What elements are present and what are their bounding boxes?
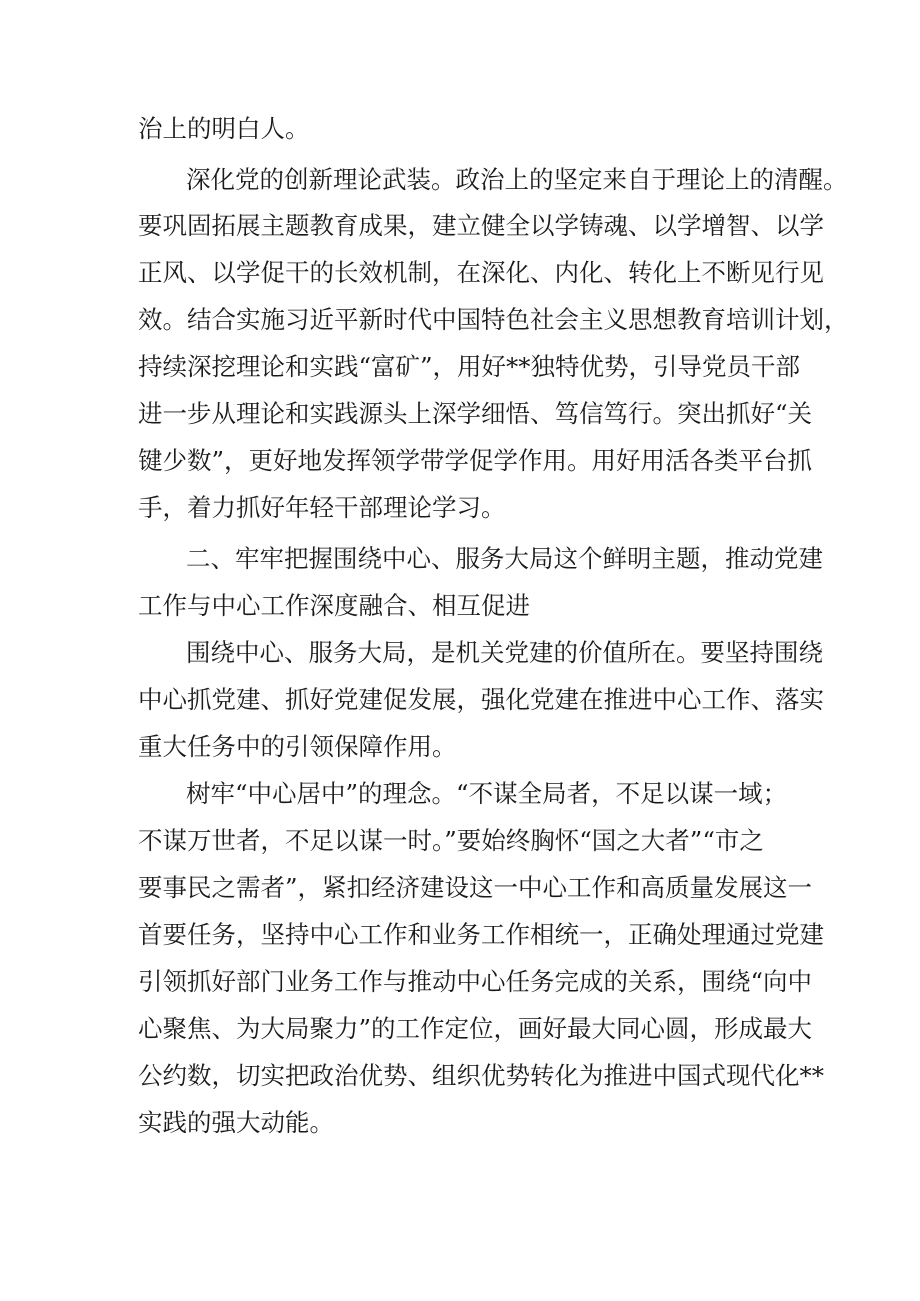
text-line: 治上的明白人。 [138,114,310,143]
text-line: 实践的强大动能。 [138,1108,334,1137]
text-line: 效。结合实施习近平新时代中国特色社会主义思想教育培训计划， [138,305,849,334]
text-line: 要巩固拓展主题教育成果，建立健全以学铸魂、以学增智、以学 [138,211,824,240]
text-line: 心聚焦、为大局聚力”的工作定位，画好最大同心圆，形成最大 [138,1014,813,1043]
text-line: 持续深挖理论和实践“富矿”，用好**独特优势，引导党员干部 [138,352,801,381]
paragraph-first-line: 树牢“中心居中”的理念。“不谋全局者，不足以谋一域； [186,779,788,808]
paragraph-first-line: 围绕中心、服务大局，是机关党建的价值所在。要坚持围绕 [186,638,823,667]
text-line: 公约数，切实把政治优势、组织优势转化为推进中国式现代化** [138,1061,824,1090]
text-line: 中心抓党建、抓好党建促发展，强化党建在推进中心工作、落实 [138,685,824,714]
text-line: 要事民之需者”，紧扣经济建设这一中心工作和高质量发展这一 [138,873,813,902]
text-line: 首要任务，坚持中心工作和业务工作相统一，正确处理通过党建 [138,920,824,949]
text-line: 进一步从理论和实践源头上深学细悟、笃信笃行。突出抓好“关 [138,399,813,428]
section-heading: 二、牢牢把握围绕中心、服务大局这个鲜明主题，推动党建 [186,544,823,573]
text-line: 引领抓好部门业务工作与推动中心任务完成的关系，围绕“向中 [138,967,813,996]
text-line: 正风、以学促干的长效机制，在深化、内化、转化上不断见行见 [138,258,824,287]
text-line: 手，着力抓好年轻干部理论学习。 [138,493,506,522]
section-heading-continued: 工作与中心工作深度融合、相互促进 [138,591,530,620]
text-line: 不谋万世者，不足以谋一时。”要始终胸怀“国之大者”“市之 [138,826,764,855]
paragraph-first-line: 深化党的创新理论武装。政治上的坚定来自于理论上的清醒。 [186,165,848,194]
text-line: 重大任务中的引领保障作用。 [138,732,457,761]
text-line: 键少数”，更好地发挥领学带学促学作用。用好用活各类平台抓 [138,446,813,475]
